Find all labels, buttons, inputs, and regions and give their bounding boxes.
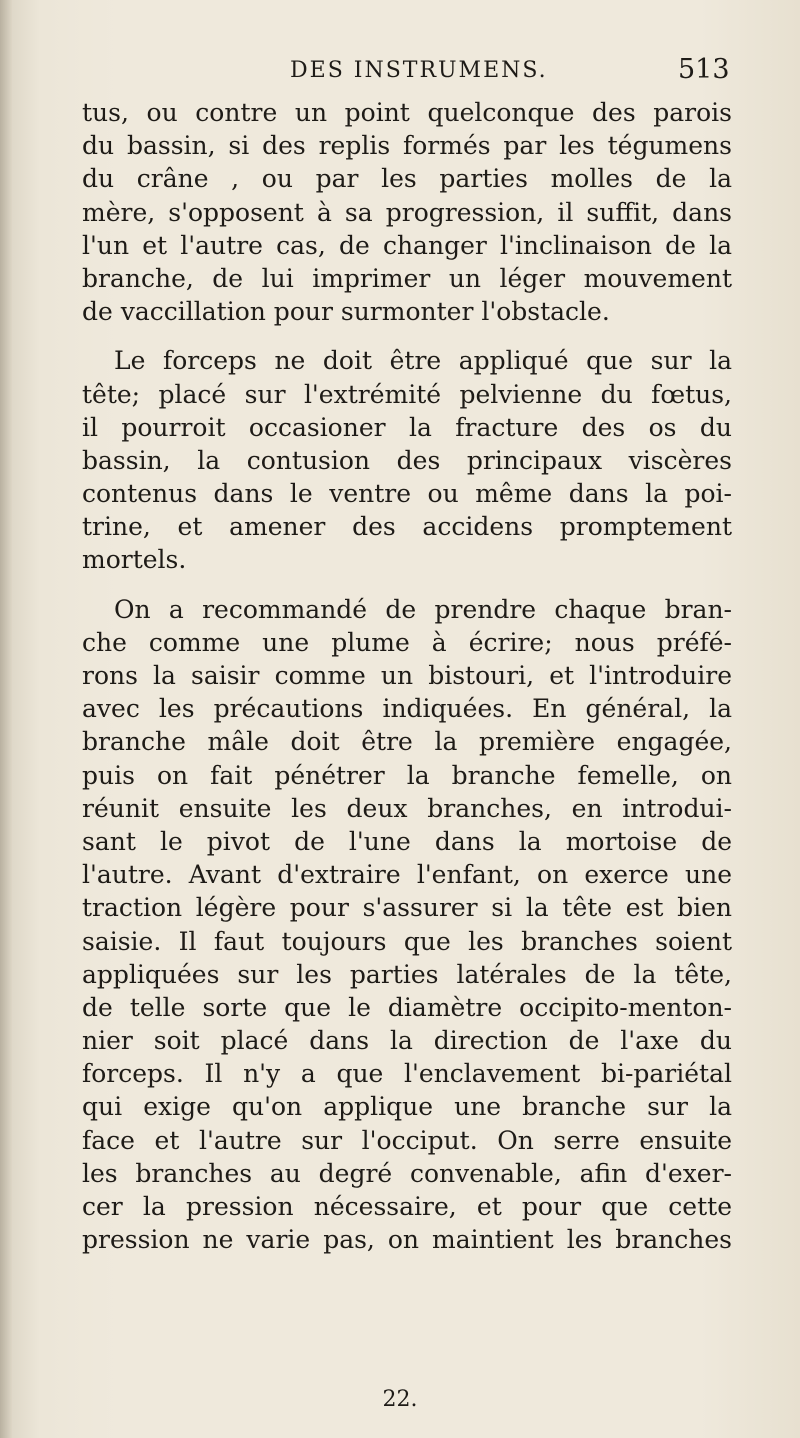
text-line: branche, de lui imprimer un léger mouvement [82,263,732,293]
text-line: qui exige qu'on applique une branche sur la [82,1092,732,1122]
text-line: réunit ensuite les deux branches, en introdui- [82,793,732,823]
text-line: branche mâle doit être la première engagée, [82,727,732,757]
text-line: de vaccillation pour surmonter l'obstacle. [82,297,610,327]
text-line: Le forceps ne doit être appliqué que sur la [114,346,732,376]
text-line: bassin, la contusion des principaux viscères [82,445,732,475]
text-line: tête; placé sur l'extrémité pelvienne du fœtus, [82,379,732,409]
text-line: avec les précautions indiquées. En général, la [82,694,732,724]
running-title: DES INSTRUMENS. [290,58,548,83]
text-line: contenus dans le ventre ou même dans la poi- [82,479,732,509]
text-line: pression ne varie pas, on maintient les branches [82,1225,732,1255]
text-line: l'autre. Avant d'extraire l'enfant, on exerce une [82,860,732,890]
text-line: appliquées sur les parties latérales de la tête, [82,959,732,989]
text-line: mortels. [82,545,187,575]
text-line: forceps. Il n'y a que l'enclavement bi-pariétal [82,1059,732,1089]
page-number: 513 [678,54,730,85]
text-line: On a recommandé de prendre chaque bran- [114,594,732,624]
text-line: face et l'autre sur l'occiput. On serre ensuite [82,1125,732,1155]
text-line: traction légère pour s'assurer si la tête est bien [82,893,732,923]
text-line: saisie. Il faut toujours que les branches soient [82,926,732,956]
text-line: trine, et amener des accidens promptement [82,512,732,542]
page-header [0,50,800,90]
text-line: du crâne , ou par les parties molles de la [82,164,732,194]
text-line: du bassin, si des replis formés par les tégumens [82,131,732,161]
text-line: cer la pression nécessaire, et pour que cette [82,1192,732,1221]
text-line: che comme une plume à écrire; nous préfé- [82,627,732,657]
signature-mark: 22. [382,1387,418,1412]
text-line: l'un et l'autre cas, de changer l'inclinaison de la [82,230,732,260]
paragraph-2 [82,344,732,576]
paragraph-3 [82,593,732,1257]
text-line: rons la saisir comme un bistouri, et l'introduire [82,661,732,690]
text-line: puis on fait pénétrer la branche femelle, on [82,760,732,790]
text-line: mère, s'opposent à sa progression, il suffit, dans [82,197,732,227]
binding-edge [0,0,12,1438]
text-line: de telle sorte que le diamètre occipito-menton- [82,992,732,1022]
paragraph-1 [82,96,732,328]
text-line: nier soit placé dans la direction de l'axe du [82,1026,732,1056]
text-line: tus, ou contre un point quelconque des parois [82,98,732,127]
body-text [82,96,732,1256]
text-line: sant le pivot de l'une dans la mortoise de [82,826,732,856]
text-line: les branches au degré convenable, afin d'exer- [82,1158,732,1188]
text-line: il pourroit occasioner la fracture des os du [82,412,732,442]
